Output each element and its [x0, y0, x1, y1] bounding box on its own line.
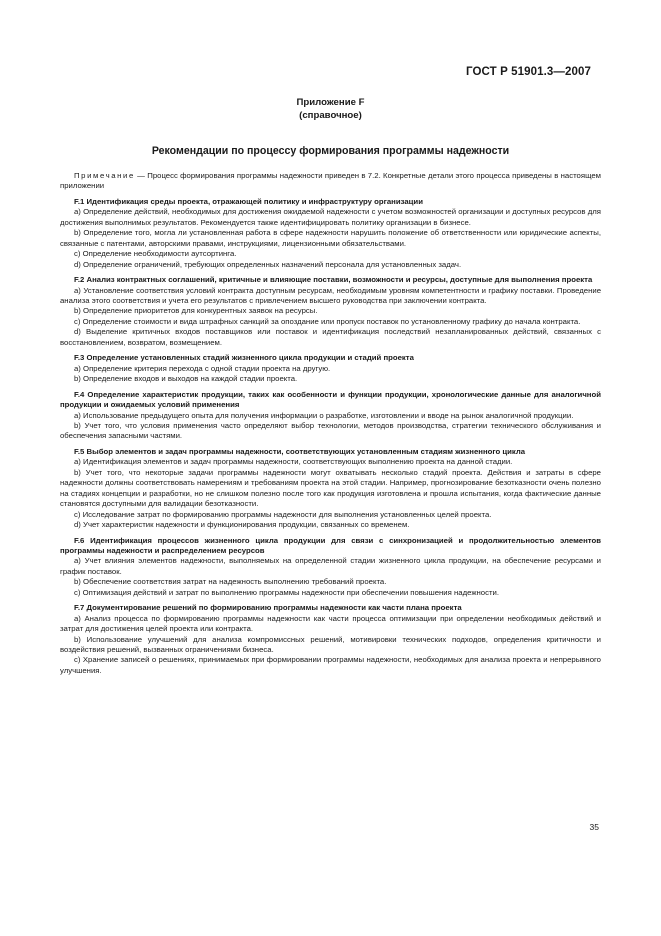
document-body [60, 171, 601, 676]
page-number: 35 [589, 822, 599, 832]
section-heading: F.1 Идентификация среды проекта, отражающей политику и инфраструктуру организации [74, 196, 423, 206]
section-item: b) Определение того, могла ли установленная работа в сфере надежности нарушить положение об ответственности или юридические аспекты, связанные с патентами, авторскими правами, инструкциями, лицензионными обязательствами. [60, 228, 601, 248]
section-item: a) Использование предыдущего опыта для получения информации о разработке, изготовлении и вводе на рынок аналогичной продукции. [74, 410, 574, 420]
section-heading: F.6 Идентификация процессов жизненного цикла продукции для связи с синхронизацией и продолжительностью элементов программы надежности и распределением ресурсов [60, 535, 601, 555]
section-item: b) Использование улучшений для анализа компромиссных решений, мотивировки технических подходов, определения критичности и воздействия решений, вызванных ограничениями бизнеса. [60, 634, 601, 655]
standard-designation: ГОСТ Р 51901.3—2007 [466, 66, 591, 78]
section-item: a) Идентификация элементов и задач программы надежности, соответствующих выполнению проекта на данной стадии. [74, 457, 513, 467]
section-item: a) Учет влияния элементов надежности, выполняемых на определенной стадии жизненного цикла продукции, на обеспечение ресурсами и график поставок. [60, 556, 601, 576]
section-item: d) Учет характеристик надежности и функционирования продукции, связанных со временем. [74, 520, 410, 530]
note-paragraph [60, 171, 601, 192]
note-label: Примечание [74, 171, 135, 180]
section-item: a) Определение действий, необходимых для достижения ожидаемой надежности с учетом возможностей организации и доступных ресурсов для достижения выполнимых результатов. Рекомендуется также идентифицировать политику организации в бизнесе. [60, 207, 601, 227]
section-item: b) Учет того, что условия применения часто определяют выбор технологии, методов производства, стратегии технического обслуживания и обеспечения запасными частями. [60, 420, 601, 441]
appendix-header [0, 96, 661, 122]
section-item: d) Определение ограничений, требующих определенных назначений персонала для установленных задач. [74, 259, 462, 269]
section-item: b) Обеспечение соответствия затрат на надежность выполнению требований проекта. [74, 577, 387, 587]
document-title: Рекомендации по процессу формирования программы надежности [151, 145, 510, 157]
section-item: c) Оптимизация действий и затрат по выполнению программы надежности при обеспечении повышения надежности. [74, 587, 499, 597]
section-item: c) Определение стоимости и вида штрафных санкций за опоздание или пропуск поставок по установленному графику до начала контракта. [74, 316, 581, 326]
section-item: b) Учет того, что некоторые задачи программы надежности могут охватывать несколько стадий проекта. Действия и затраты в сфере надежности должны соответствовать намерениям и требованиям проекта на этой стадии. Например, прогнозирование безотказности очень полезно на стадиях концепции и разработки, но не слишком полезно после того как продукция изготовлена и прошла испытания, когда фактические данные становятся доступными для валидации безотказности. [60, 467, 601, 509]
appendix-title: Приложение F [296, 97, 365, 108]
section-item: a) Анализ процесса по формированию программы надежности как части процесса оптимизации при определении необходимых действий и затрат для достижения целей проекта или контракта. [60, 613, 601, 634]
section-item: c) Хранение записей о решениях, принимаемых при формировании программы надежности, необходимых для анализа проекта и непрерывного улучшения. [60, 655, 601, 675]
sections-list [60, 197, 601, 676]
section-heading: F.2 Анализ контрактных соглашений, критичные и влияющие поставки, возможности и ресурсы, доступные для выполнения проекта [74, 275, 593, 285]
section-heading: F.7 Документирование решений по формированию программы надежности как части плана проекта [74, 603, 462, 613]
section-heading: F.4 Определение характеристик продукции, таких как особенности и функции продукции, хронологические данные для аналогичной продукции и ожидаемых условий применения [60, 389, 601, 410]
section-item: c) Определение необходимости аутсортинга. [74, 249, 237, 259]
note-text: — Процесс формирования программы надежности приведен в 7.2. Конкретные детали этого процесса приведены в настоящем приложении [60, 171, 601, 191]
section-item: a) Установление соответствия условий контракта доступным ресурсам, необходимым уровням компетентности и графику поставки. Проведение анализа этого соответствия и учета его результатов с привлечением высшего руководства при заключении контракта. [60, 285, 601, 305]
section-item: c) Исследование затрат по формированию программы надежности для выполнения установленных целей проекта. [74, 509, 492, 519]
section-heading: F.5 Выбор элементов и задач программы надежности, соответствующих установленным стадиям жизненного цикла [74, 446, 526, 456]
section-heading: F.3 Определение установленных стадий жизненного цикла продукции и стадий проекта [74, 353, 414, 363]
section-item: b) Определение приоритетов для конкурентных заявок на ресурсы. [74, 306, 318, 316]
section-item: b) Определение входов и выходов на каждой стадии проекта. [74, 374, 298, 384]
appendix-type: (справочное) [299, 110, 362, 121]
section-item: d) Выделение критичных входов поставщиков или поставок и идентификация последствий незапланированных действий, связанных с восстановлением, возвратом, возмещением. [60, 327, 601, 347]
section-item: a) Определение критерия перехода с одной стадии проекта на другую. [74, 363, 331, 373]
